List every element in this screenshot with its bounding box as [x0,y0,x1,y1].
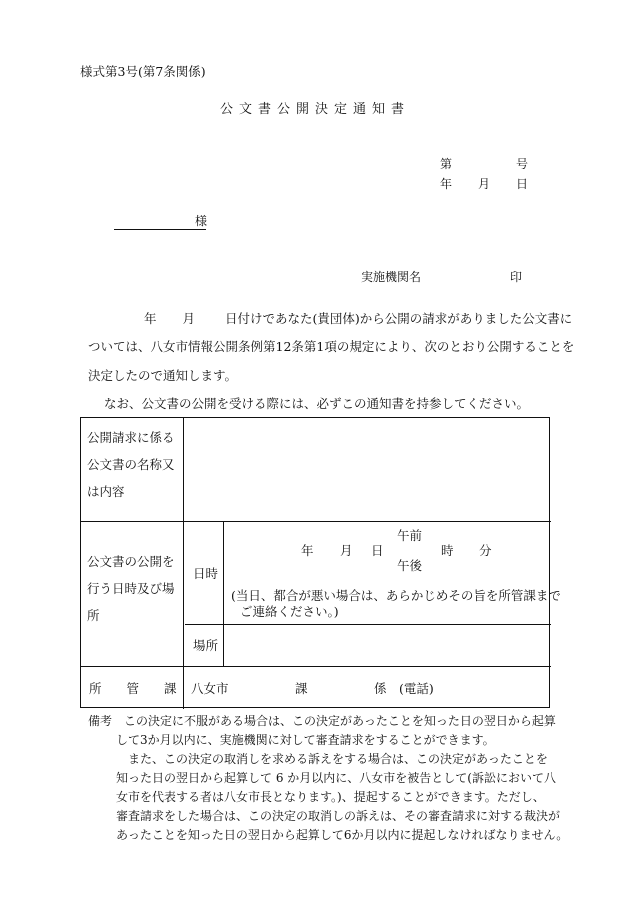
remarks-line-5: 審査請求をした場合は、この決定の取消しの訴えは、その審査請求に対する裁決が [116,809,561,823]
addressee-blank-line [114,229,206,230]
jurisdiction-city: 八女市 [191,681,229,696]
remarks-line-3: 知った日の翌日から起算して 6 か月以内に、八女市を被告として(訴訟において八 [116,771,556,785]
doc-no-suffix: 号 [515,157,528,171]
form-number: 様式第3号(第7条関係) [80,64,206,79]
jurisdiction-label: 所 管 課 [89,681,177,696]
schedule-label-2: 行う日時及び場 [87,581,175,596]
dt-hour: 時 [441,543,454,558]
doc-name-label-3: は内容 [87,484,125,499]
datetime-note-1: (当日、都合が悪い場合は、あらかじめその旨を所管課まで [231,588,561,603]
dt-minute: 分 [479,543,492,558]
dt-month: 月 [340,543,353,558]
seal-mark: 印 [510,270,523,284]
intro-tail: 日付けであなた(貴団体)から公開の請求がありました公文書に [225,311,573,326]
jurisdiction-section: 課 [295,681,308,696]
remarks-label: 備考 [88,714,113,728]
document-number [440,158,528,170]
pm-label: 午後 [397,558,423,573]
remarks-line-4: 女市を代表する者は八女市長となります。)、提起することができます。ただし、 [116,790,545,804]
intro-year: 年 [144,311,157,326]
body-line-2: ついては、八女市情報公開条例第12条第1項の規定により、次のとおり公開することを [88,339,575,354]
schedule-label-3: 所 [87,608,100,623]
remarks-first-line [88,715,556,727]
remarks-line-6: あったことを知った日の翌日から起算して6か月以内に提起しなければなりません。 [116,828,569,842]
jurisdiction-phone: (電話) [399,681,434,696]
date-year: 年 [440,177,453,191]
date-month: 月 [477,177,490,191]
disclosure-table [80,417,561,708]
notice-line: なお、公文書の公開を受ける際には、必ずこの通知書を持参してください。 [104,396,530,411]
jurisdiction-subsection: 係 [374,681,387,696]
intro-line [88,313,572,326]
doc-name-label-1: 公開請求に係る [87,430,175,445]
issue-date [440,178,528,190]
doc-no-prefix: 第 [440,157,453,171]
dt-day: 日 [371,543,384,558]
document-title: 公文書公開決定通知書 [219,102,410,117]
remarks-line-2: また、この決定の取消しを求める訴えをする場合は、この決定があったことを [116,752,548,766]
implementer-label: 実施機関名 [361,270,422,284]
place-label: 場所 [193,638,219,653]
remarks-line-1: して3か月以内に、実施機関に対して審査請求をすることができます。 [116,733,495,747]
am-label: 午前 [397,528,423,543]
schedule-label-1: 公文書の公開を [87,554,175,569]
intro-month: 月 [182,311,196,326]
dt-year: 年 [301,543,314,558]
doc-name-label-2: 公文書の名称又 [87,457,175,472]
datetime-note-2: ご連絡ください。) [240,604,339,619]
datetime-label: 日時 [193,566,219,581]
remarks-first: この決定に不服がある場合は、この決定があったことを知った日の翌日から起算 [124,714,556,728]
body-line-3: 決定したので通知します。 [88,368,238,383]
date-day: 日 [515,177,528,191]
addressee-suffix: 様 [195,214,208,228]
